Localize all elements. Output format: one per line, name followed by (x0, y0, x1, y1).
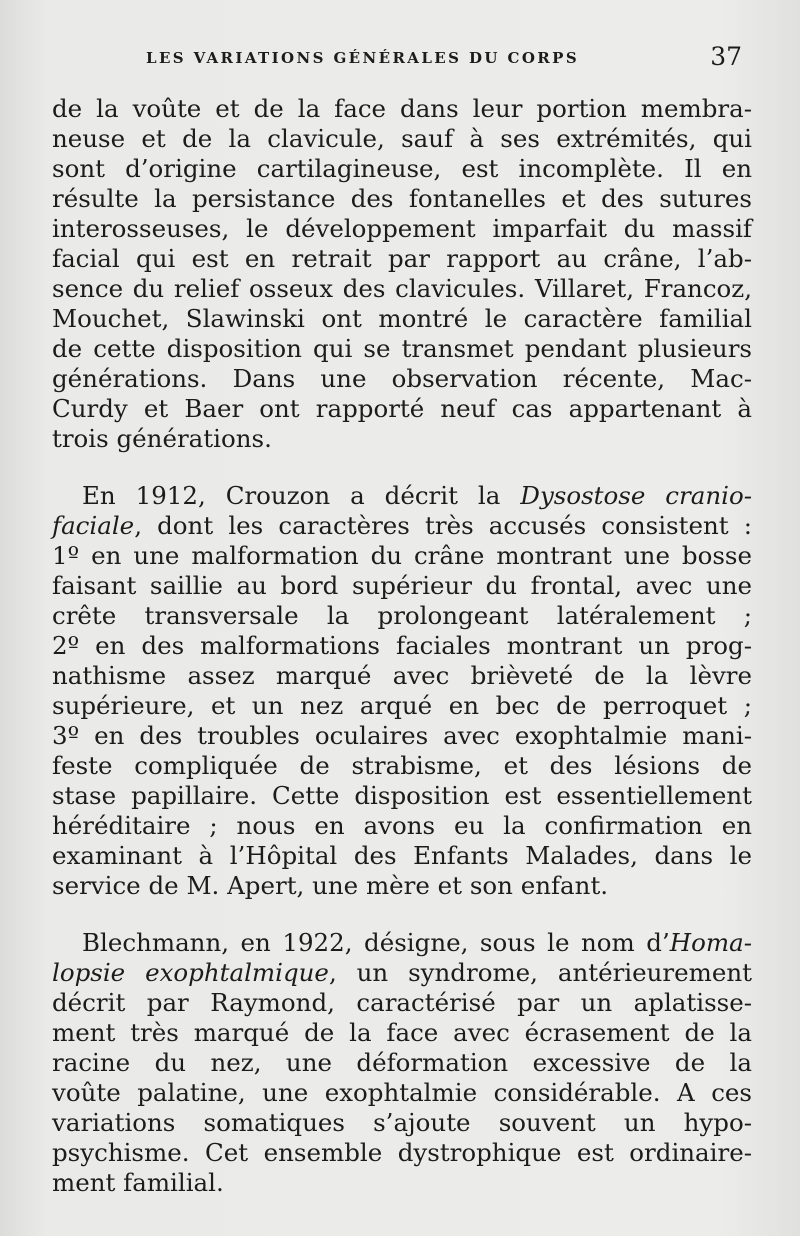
text-line: faisant saillie au bord supérieur du frontal, avec une (52, 571, 752, 600)
text-line: 2º en des malformations faciales montrant un prog- (52, 631, 752, 660)
text-line: sence du relief osseux des clavicules. Villaret, Francoz, (52, 274, 752, 303)
text-line: trois générations. (52, 424, 272, 453)
text-line: sont d’origine cartilagineuse, est incomplète. Il en (52, 154, 752, 183)
text-span: Blechmann, en 1922, désigne, sous le nom d’ (82, 928, 670, 957)
text-line: résulte la persistance des fontanelles et des sutures (52, 184, 752, 213)
text-line (52, 958, 752, 988)
text-line: de cette disposition qui se transmet pendant plusieurs (52, 334, 752, 363)
paragraph-1 (52, 94, 752, 454)
text-line: 1º en une malformation du crâne montrant une bosse (52, 541, 752, 570)
text-line: facial qui est en retrait par rapport au crâne, l’ab- (52, 244, 752, 273)
text-span: En 1912, Crouzon a décrit la (82, 481, 521, 510)
text-line: Mouchet, Slawinski ont montré le caractère familial (52, 304, 752, 333)
text-line: héréditaire ; nous en avons eu la confirmation en (52, 811, 752, 840)
text-line: service de M. Apert, une mère et son enfant. (52, 871, 609, 900)
text-line: examinant à l’Hôpital des Enfants Malades, dans le (52, 841, 752, 870)
text-line: voûte palatine, une exophtalmie considérable. A ces (52, 1078, 752, 1107)
text-line: racine du nez, une déformation excessive de la (52, 1048, 752, 1077)
text-line (52, 928, 752, 958)
text-line: 3º en des troubles oculaires avec exophtalmie mani- (52, 721, 752, 750)
paragraph-3 (52, 928, 752, 1198)
text-line: stase papillaire. Cette disposition est essentiellement (52, 781, 752, 810)
text-line: nathisme assez marqué avec brièveté de la lèvre (52, 661, 752, 690)
text-line: décrit par Raymond, caractérisé par un aplatisse- (52, 988, 752, 1017)
text-line (52, 511, 752, 541)
text-line: de la voûte et de la face dans leur portion membra- (52, 94, 752, 123)
text-line: ment très marqué de la face avec écrasement de la (52, 1018, 752, 1047)
text-line: générations. Dans une observation récente, Mac- (52, 364, 752, 393)
page-header (52, 40, 742, 80)
italic-title: Dysostose cranio- (520, 481, 752, 510)
text-span: , dont les caractères très accusés consistent : (134, 511, 752, 540)
text-line: feste compliquée de strabisme, et des lésions de (52, 751, 752, 780)
italic-title: Homa- (669, 928, 752, 957)
text-line: ment familial. (52, 1168, 224, 1197)
italic-title: faciale (52, 511, 135, 540)
text-line: psychisme. Cet ensemble dystrophique est ordinaire- (52, 1138, 752, 1167)
page-number: 37 (710, 42, 742, 71)
running-head: LES VARIATIONS GÉNÉRALES DU CORPS (146, 49, 580, 67)
italic-title: lopsie exophtalmique (52, 958, 329, 987)
text-line: Curdy et Baer ont rapporté neuf cas appartenant à (52, 394, 752, 423)
body-text (52, 94, 752, 1198)
text-line: variations somatiques s’ajoute souvent un hypo- (52, 1108, 752, 1137)
text-line: neuse et de la clavicule, sauf à ses extrémités, qui (52, 124, 752, 153)
text-line: interosseuses, le développement imparfait du massif (52, 214, 752, 243)
paragraph-2 (52, 481, 752, 901)
text-line: supérieure, et un nez arqué en bec de perroquet ; (52, 691, 752, 720)
text-span: , un syndrome, antérieurement (328, 958, 752, 987)
text-line: crête transversale la prolongeant latéralement ; (52, 601, 752, 630)
text-line (52, 481, 752, 511)
